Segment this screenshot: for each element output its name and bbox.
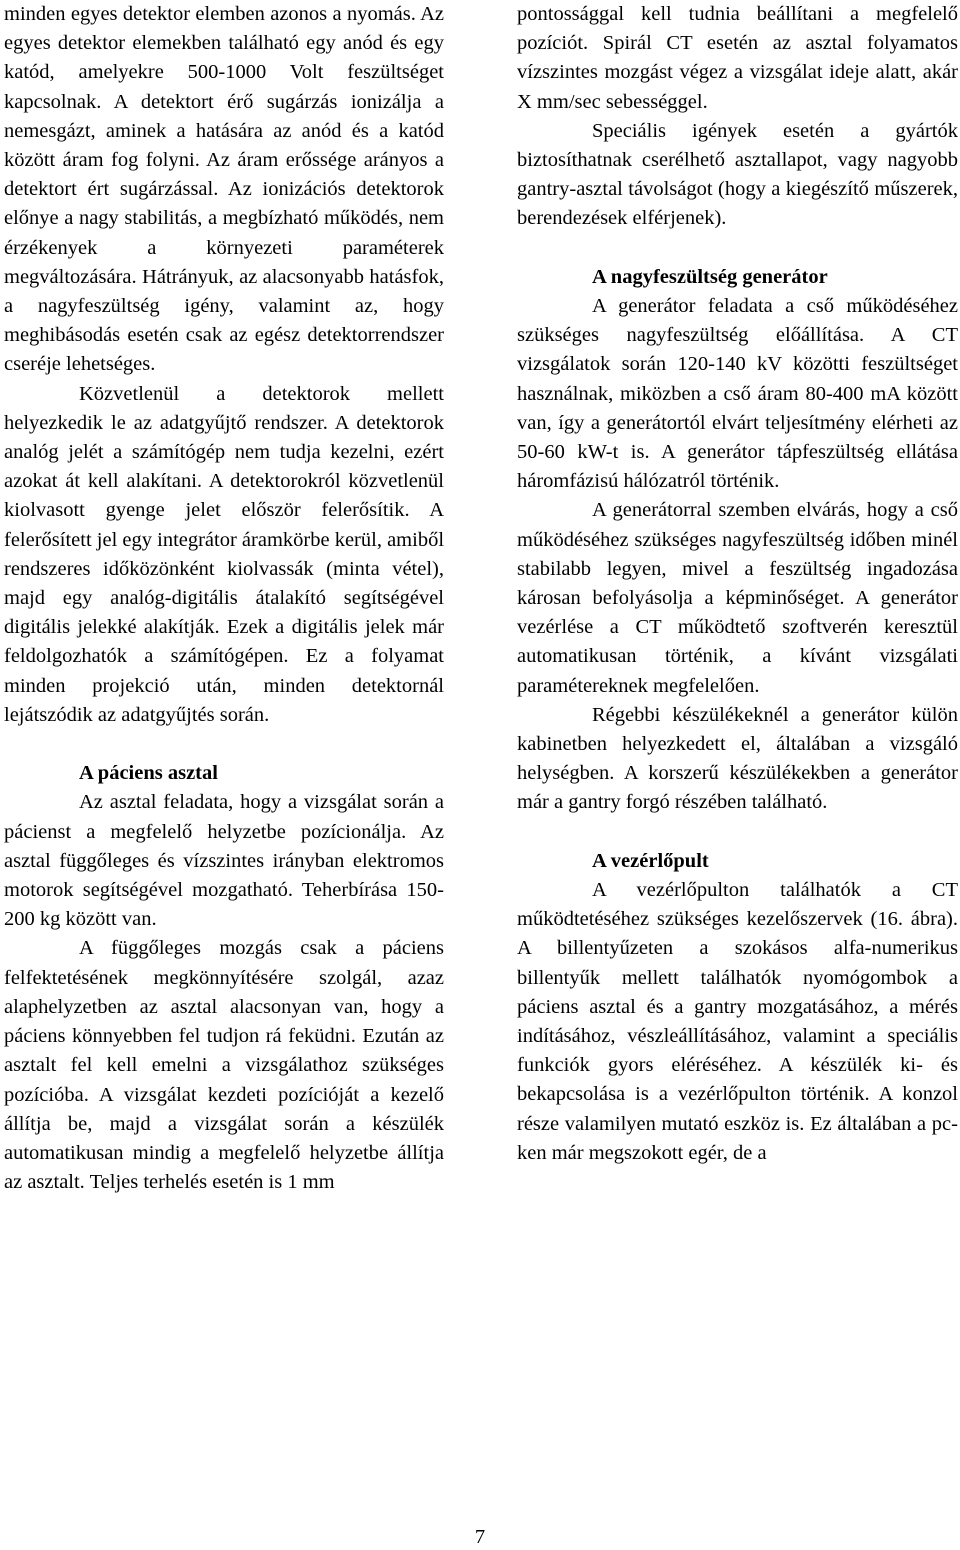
paragraph-generator-task: A generátor feladata a cső működéséhez szükséges nagyfeszültség előállítása. A CT vizsgálatok során 120-140 kV közötti feszültséget használnak, miközben a cső áram 80-400 mA között van, így a generátortól elvárt teljesítmény elérheti az 50-60 kW-t is. A generátor tápfeszültség ellátása háromfázisú hálózatról történik.: [517, 295, 958, 493]
page-number: 7: [474, 1526, 486, 1548]
paragraph-data-acquisition: Közvetlenül a detektorok mellett helyezkedik le az adatgyűjtő rendszer. A detektorok analóg jelét a számítógép nem tudja kezelni, ezért azokat át kell alakítani. A detektorokról közvetlenül kiolvasott gyenge jelet először felerősítik. A felerősített jel egy integrátor áramkörbe kerül, amiből rendszeres időközönként kiolvassák (minta vétel), majd egy analóg-digitális átalakító segítségével digitális jelekké alakítják. Ezek a digitális jelek már feldolgozhatók a számítógépen. Ez a folyamat minden projekció után, minden detektornál lejátszódik az adatgyűjtés során.: [4, 382, 445, 726]
paragraph-detector-ionization: minden egyes detektor elemben azonos a nyomás. Az egyes detektor elemekben található egy anód és egy katód, amelyekre 500-1000 Volt feszültséget kapcsolnak. A detektort érő sugárzás ionizálja a nemesgázt, aminek a hatására az anód és a katód között áram fog folyni. Az áram erőssége arányos a detektort ért sugárzással. Az ionizációs detektorok előnye a nagy stabilitás, a megbízható működés, nem érzékenyek a környezeti paraméterek megváltozására. Hátrányuk, az alacsonyabb hatásfok, a nagyfeszültség igény, valamint az, hogy meghibásodás esetén csak az egész detektorrendszer cseréje lehetséges.: [4, 3, 444, 376]
spacer: [517, 234, 958, 263]
heading-console: A vezérlőpult: [592, 849, 709, 872]
paragraph-table-purpose: Az asztal feladata, hogy a vizsgálat során a pácienst a megfelelő helyzetbe pozícionálja. Az asztal függőleges és vízszintes irányban elektromos motorok segítségével mozgatható. Teherbírása 150-200 kg között van.: [4, 791, 444, 931]
paragraph-generator-location: Régebbi készülékeknél a generátor külön kabinetben helyezkedett el, általában a vizsgáló helységben. A korszerű készülékekben a generátor már a gantry forgó részében található.: [517, 703, 958, 814]
heading-patient-table: A páciens asztal: [79, 762, 218, 785]
spacer: [4, 730, 444, 759]
paragraph-table-precision: pontossággal kell tudnia beállítani a megfelelő pozíciót. Spirál CT esetén az asztal folyamatos vízszintes mozgást végez a vizsgálat ideje alatt, akár X mm/sec sebességgel.: [517, 3, 958, 113]
paragraph-special-needs: Speciális igények esetén a gyártók biztosíthatnak cserélhető asztallapot, vagy nagyobb gantry-asztal távolságot (hogy a kiegészítő műszerek, berendezések elférjenek).: [517, 119, 958, 230]
right-column: [517, 0, 958, 1168]
paragraph-table-movement: A függőleges mozgás csak a páciens felfektetésének megkönnyítésére szolgál, azaz alaphelyzetben az asztal alacsonyan van, hogy a páciens könnyebben fel tudjon rá feküdni. Ezután az asztalt fel kell emelni a vizsgálathoz szükséges pozícióba. A vizsgálat kezdeti pozícióját a kezelő állítja be, majd a vizsgálat során a készülék automatikusan mindig a megfelelő helyzetbe állítja az asztalt. Teljes terhelés esetén is 1 mm: [4, 937, 444, 1194]
spacer: [517, 818, 958, 847]
paragraph-generator-stability: A generátorral szemben elvárás, hogy a cső működéséhez szükséges nagyfeszültség időben minél stabilabb legyen, mivel a feszültség ingadozása károsan befolyásolja a képminőséget. A generátor vezérlése a CT működtető szoftverén keresztül automatikusan történik, a kívánt vizsgálati paramétereknek megfelelően.: [517, 499, 958, 697]
left-column: [4, 0, 444, 1197]
heading-generator: A nagyfeszültség generátor: [592, 265, 828, 288]
paragraph-console: A vezérlőpulton találhatók a CT működtetéséhez szükséges kezelőszervek (16. ábra). A billentyűzeten a szokásos alfa-numerikus billentyűk mellett találhatók nyomógombok a páciens asztal és a gantry mozgatásához, a mérés indításához, vészleállításához, valamint a speciális funkciók gyors eléréséhez. A készülék ki- és bekapcsolása is a vezérlőpulton történik. A konzol része valamilyen mutató eszköz is. Ez általában a pc-ken már megszokott egér, de a: [517, 879, 958, 1164]
